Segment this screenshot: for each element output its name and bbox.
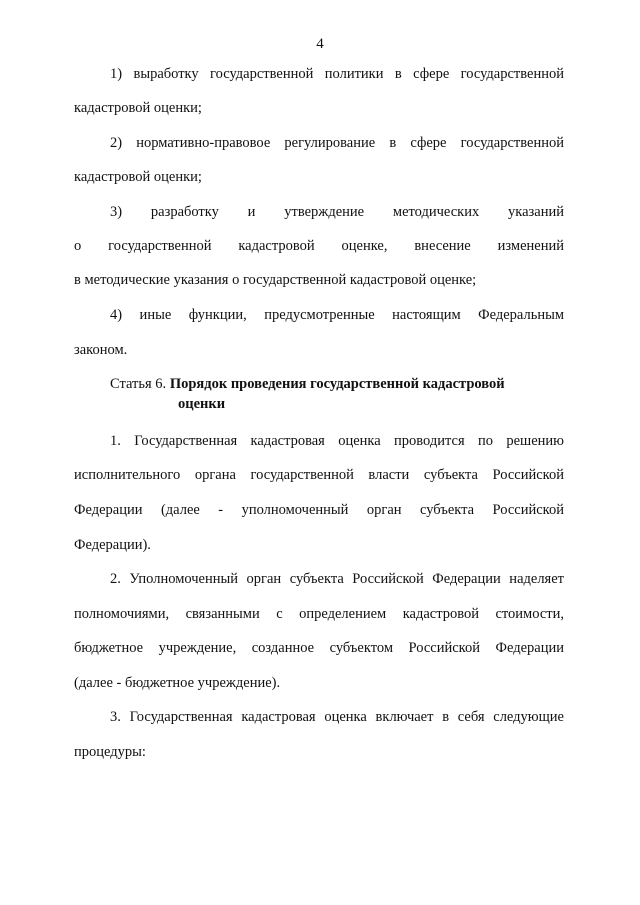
article-title-continuation: оценки bbox=[178, 396, 226, 412]
paragraph-2-line-3: бюджетное учреждение, созданное субъектом Российской Федерации bbox=[74, 640, 564, 656]
item-3-line-3: в методические указания о государственной кадастровой оценке; bbox=[74, 272, 477, 288]
paragraph-1-line-3: Федерации (далее - уполномоченный орган субъекта Российской bbox=[74, 502, 564, 518]
item-4-line-2: законом. bbox=[74, 342, 128, 358]
page-number: 4 bbox=[316, 36, 324, 52]
paragraph-3-line-1: 3. Государственная кадастровая оценка включает в себя следующие bbox=[110, 709, 564, 725]
paragraph-2-line-4: (далее - бюджетное учреждение). bbox=[74, 675, 281, 691]
item-3-line-1: 3) разработку и утверждение методических указаний bbox=[110, 204, 564, 220]
article-label: Статья 6. bbox=[110, 376, 167, 392]
item-2-line-1: 2) нормативно-правовое регулирование в сфере государственной bbox=[110, 135, 564, 151]
paragraph-1-line-2: исполнительного органа государственной власти субъекта Российской bbox=[74, 467, 564, 483]
item-4-line-1: 4) иные функции, предусмотренные настоящим Федеральным bbox=[110, 307, 564, 323]
paragraph-2-line-1: 2. Уполномоченный орган субъекта Российской Федерации наделяет bbox=[110, 571, 564, 587]
article-heading bbox=[110, 375, 505, 393]
paragraph-2-line-2: полномочиями, связанными с определением кадастровой стоимости, bbox=[74, 606, 564, 622]
item-3-line-2: о государственной кадастровой оценке, внесение изменений bbox=[74, 238, 564, 254]
paragraph-1-line-4: Федерации). bbox=[74, 537, 151, 553]
article-title: Порядок проведения государственной кадастровой bbox=[169, 376, 505, 392]
paragraph-1-line-1: 1. Государственная кадастровая оценка проводится по решению bbox=[110, 433, 564, 449]
item-1-line-2: кадастровой оценки; bbox=[74, 100, 202, 116]
item-2-line-2: кадастровой оценки; bbox=[74, 169, 202, 185]
paragraph-3-line-2: процедуры: bbox=[74, 744, 146, 760]
item-1-line-1: 1) выработку государственной политики в сфере государственной bbox=[110, 66, 564, 82]
